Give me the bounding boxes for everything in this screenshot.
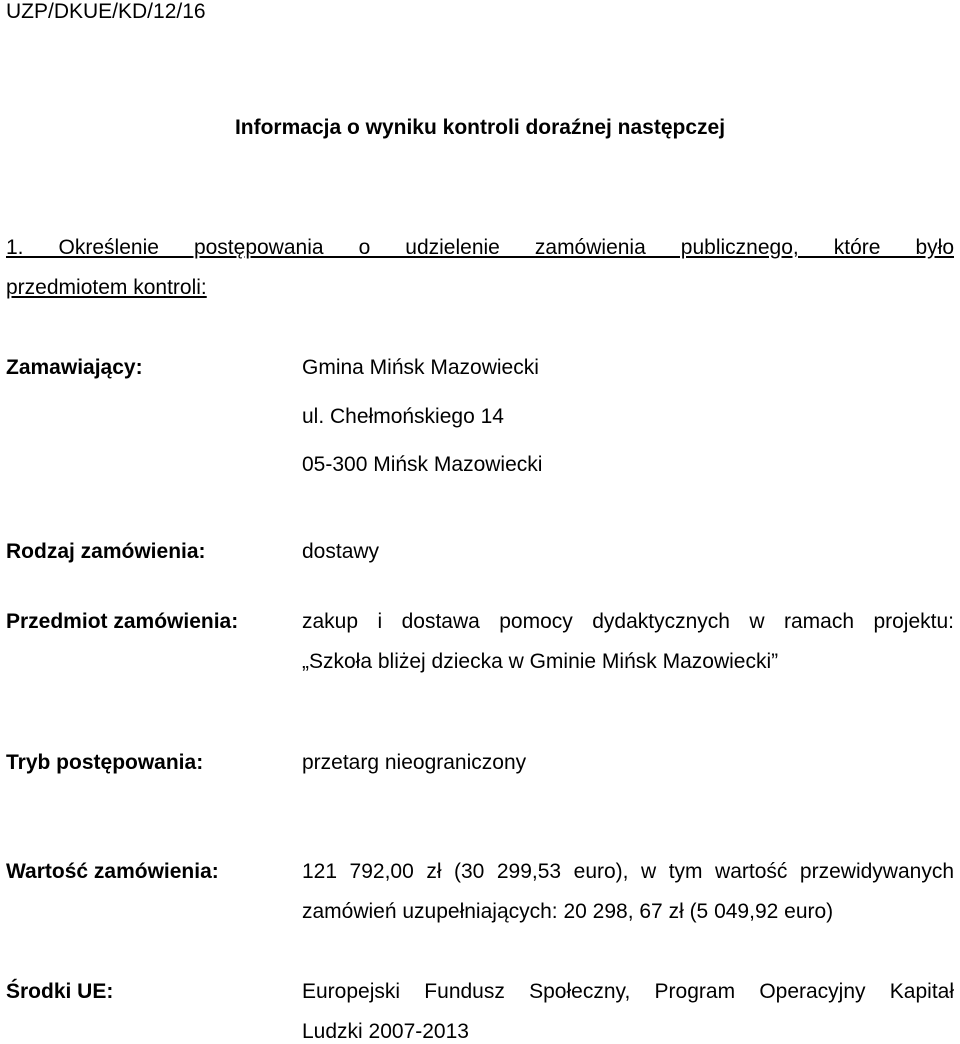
srodki-value-line2: Ludzki 2007-2013	[302, 1020, 469, 1043]
wartosc-value-line2: zamówień uzupełniających: 20 298, 67 zł (5 049,92 euro)	[302, 900, 834, 923]
zamawiajacy-city: 05-300 Mińsk Mazowiecki	[302, 453, 543, 476]
wartosc-value-line1: 121 792,00 zł (30 299,53 euro), w tym wartość przewidywanych	[302, 860, 954, 883]
section-heading-line1: 1. Określenie postępowania o udzielenie zamówienia publicznego, które było	[6, 236, 954, 259]
tryb-label: Tryb postępowania:	[6, 751, 204, 774]
srodki-value-line1: Europejski Fundusz Społeczny, Program Operacyjny Kapitał	[302, 980, 954, 1003]
zamawiajacy-street: ul. Chełmońskiego 14	[302, 405, 504, 428]
rodzaj-value: dostawy	[302, 540, 380, 563]
zamawiajacy-label: Zamawiający:	[6, 356, 143, 379]
zamawiajacy-name: Gmina Mińsk Mazowiecki	[302, 356, 539, 379]
tryb-value: przetarg nieograniczony	[302, 751, 527, 774]
przedmiot-label: Przedmiot zamówienia:	[6, 610, 239, 633]
document-title: Informacja o wyniku kontroli doraźnej następczej	[234, 116, 726, 139]
section-heading-line2: przedmiotem kontroli:	[6, 276, 207, 299]
document-reference: UZP/DKUE/KD/12/16	[6, 0, 206, 23]
srodki-label: Środki UE:	[6, 980, 114, 1003]
przedmiot-value-line1: zakup i dostawa pomocy dydaktycznych w ramach projektu:	[302, 610, 954, 633]
wartosc-label: Wartość zamówienia:	[6, 860, 219, 883]
przedmiot-value-line2: „Szkoła bliżej dziecka w Gminie Mińsk Mazowiecki”	[302, 650, 779, 673]
rodzaj-label: Rodzaj zamówienia:	[6, 540, 206, 563]
